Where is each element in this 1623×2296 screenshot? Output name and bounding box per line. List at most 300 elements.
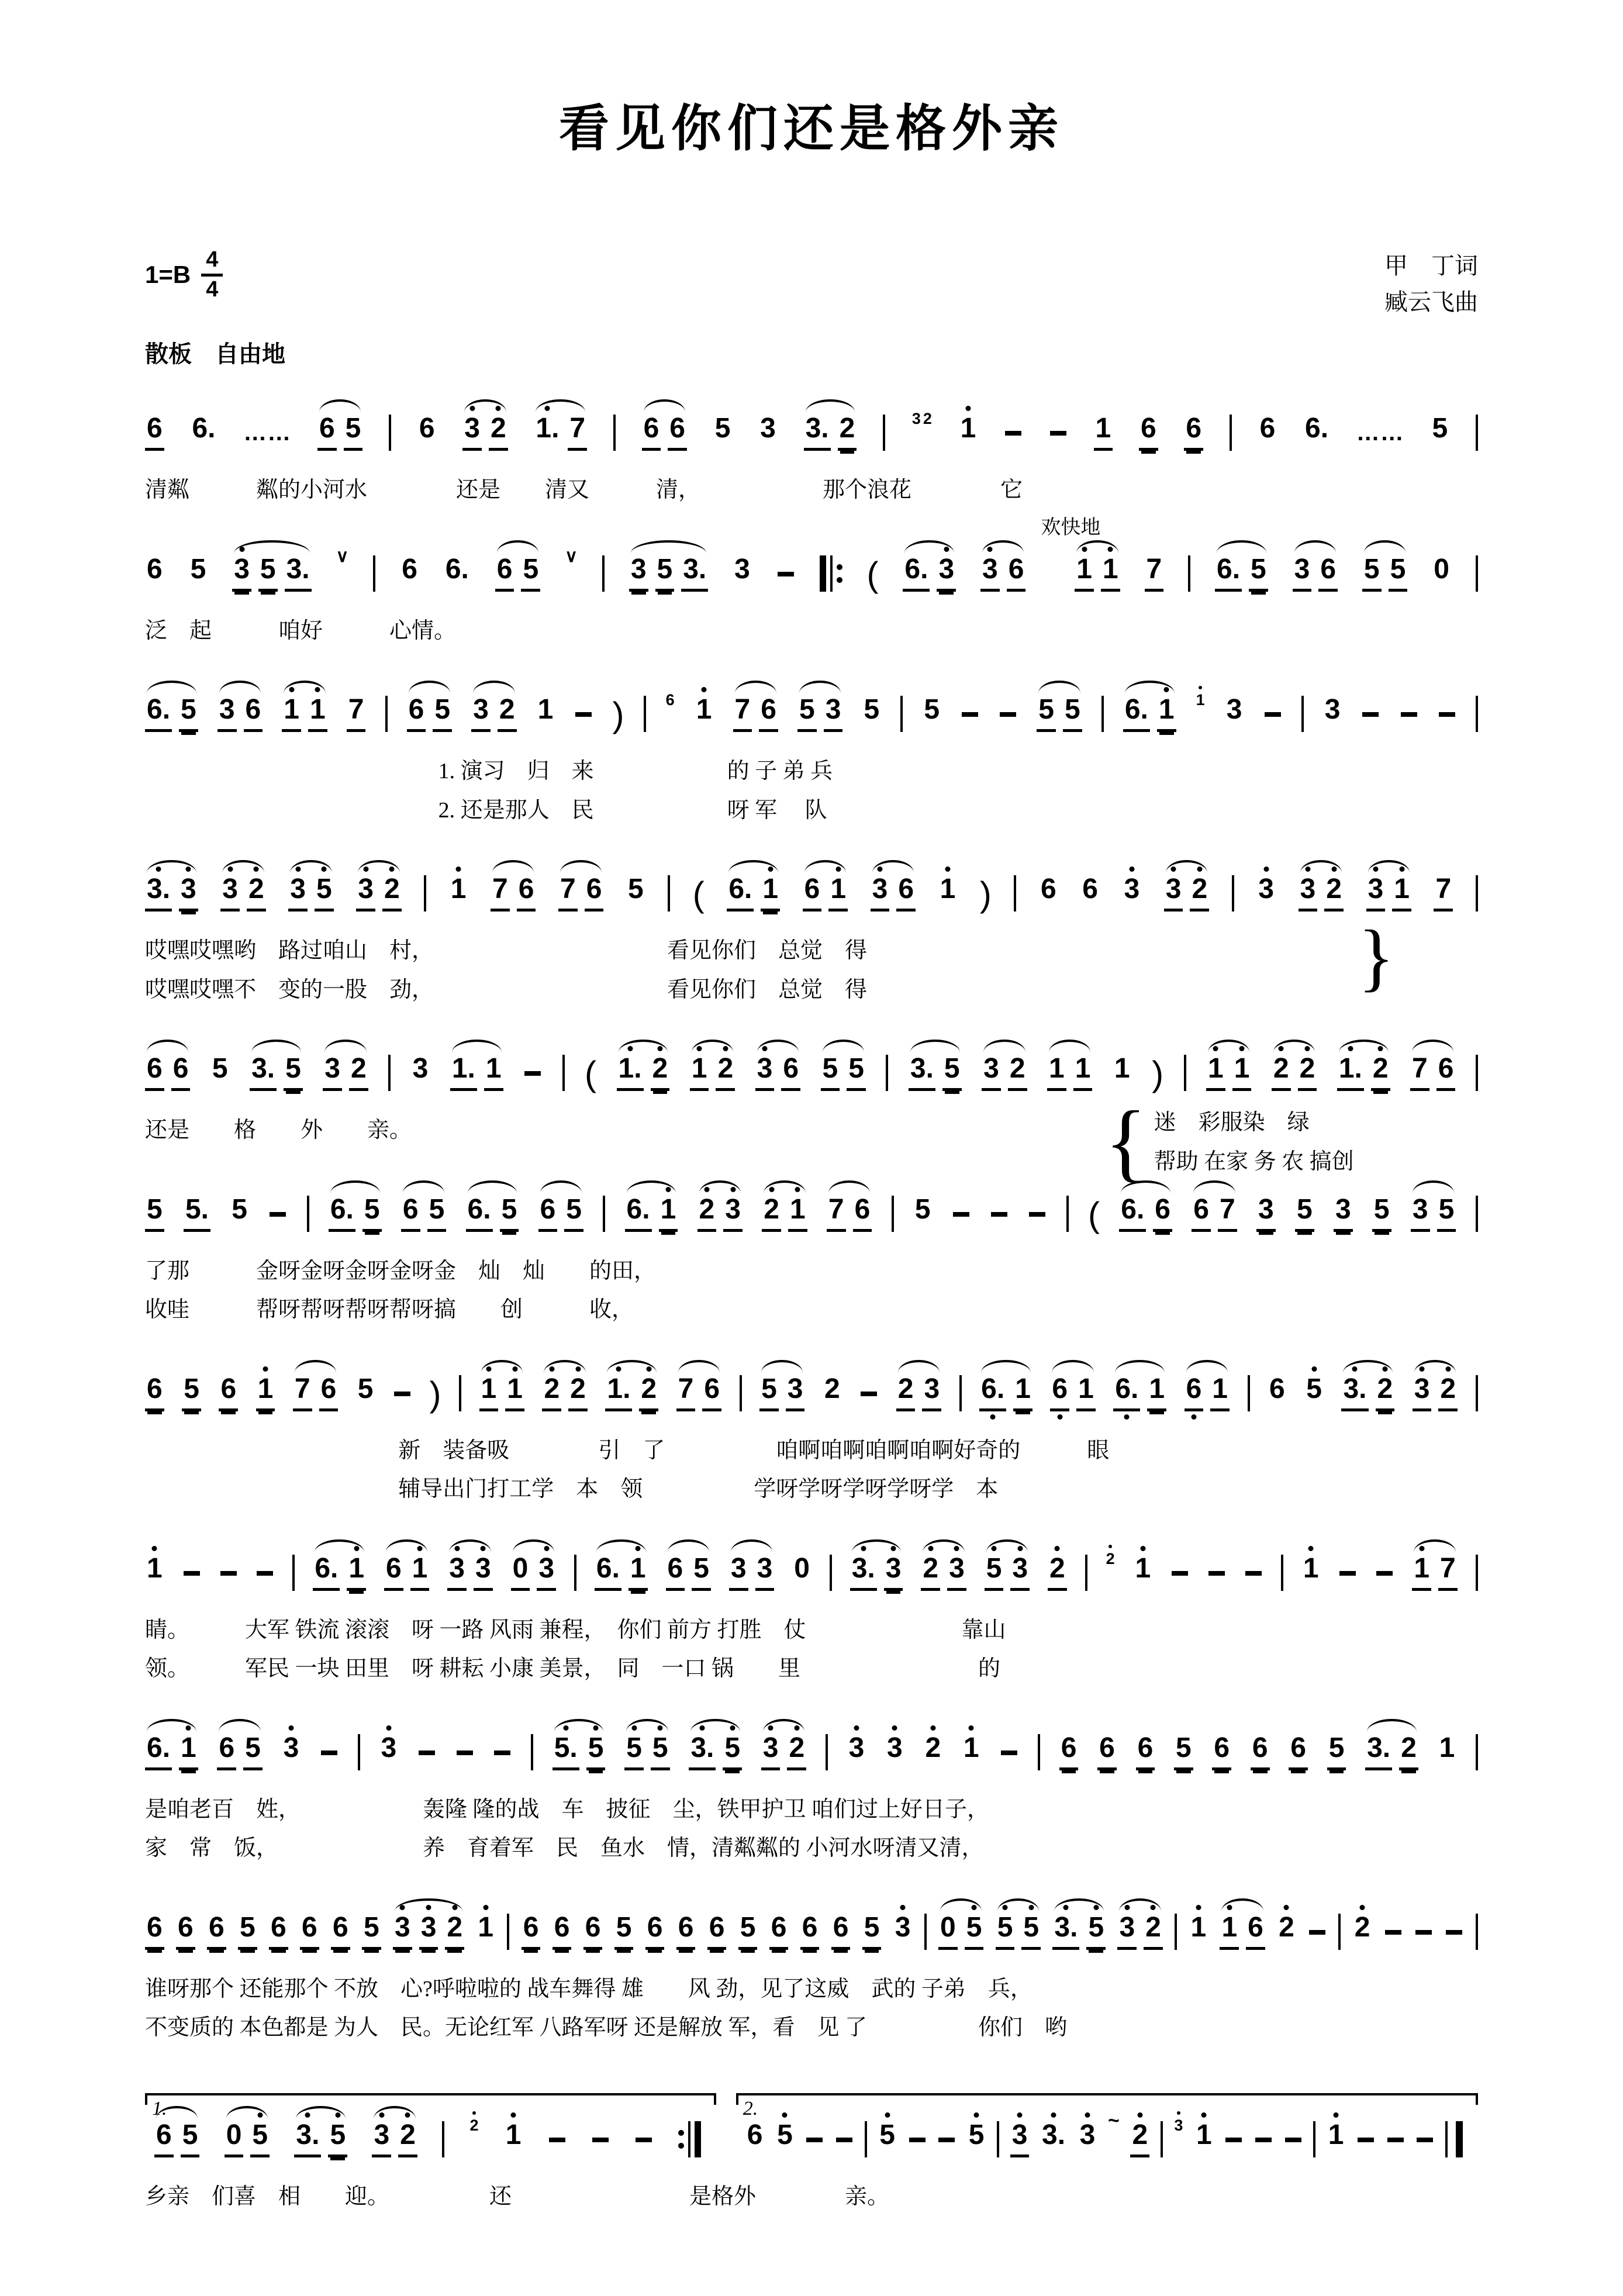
note: 1 <box>1301 1555 1321 1591</box>
notes-line <box>145 410 1478 451</box>
note: 6 <box>1136 1734 1155 1770</box>
note: 1 <box>629 1555 648 1591</box>
notes-line <box>145 875 1478 912</box>
slur-group <box>1341 1375 1394 1411</box>
slur-group <box>491 875 536 912</box>
note: 1 <box>505 1375 524 1411</box>
note: 6 <box>1192 1196 1211 1232</box>
system-7 <box>145 1375 1478 1509</box>
duration-dash <box>1384 1916 1403 1950</box>
note: 5 <box>714 413 731 444</box>
note: 1 <box>1210 1375 1230 1411</box>
note: 3 <box>982 1055 1001 1091</box>
slur-group <box>617 1055 670 1091</box>
verse-brace <box>1104 1093 1354 1190</box>
note: 6 <box>419 413 435 444</box>
grace-note: 6 <box>665 691 675 709</box>
note: 5 <box>1063 696 1082 732</box>
duration-dash <box>1244 1557 1263 1591</box>
note: 5 <box>775 2121 795 2157</box>
system-3 <box>145 691 1478 830</box>
note: 1 <box>282 696 301 732</box>
note: 6 <box>1289 1734 1308 1770</box>
duration-dash <box>455 1736 474 1770</box>
duration-dash <box>1004 417 1023 451</box>
note: 3. <box>681 555 708 592</box>
parenthesis: ( <box>1088 1194 1100 1234</box>
note: 3 <box>937 555 956 592</box>
note: 2 <box>1272 1055 1291 1091</box>
note: 3 <box>760 413 776 444</box>
note: 6 <box>1269 1373 1285 1404</box>
note: 6. <box>727 875 754 912</box>
slur-group <box>625 1193 678 1232</box>
duration-dash <box>634 2124 653 2157</box>
note: 3 <box>471 696 491 732</box>
note: 3. <box>1365 1734 1392 1770</box>
slur-group <box>511 1552 556 1591</box>
note: 2 <box>639 1375 658 1411</box>
note: 1 <box>1194 2121 1214 2157</box>
note: 3. <box>850 1555 877 1591</box>
note: 6. <box>1215 555 1242 592</box>
slur-group <box>538 1193 583 1232</box>
duration-dash <box>1415 2124 1434 2157</box>
barline <box>1232 875 1234 912</box>
barline <box>886 1055 888 1091</box>
note: 5 <box>821 1055 840 1091</box>
note: 7 <box>1410 1055 1429 1091</box>
slur-group <box>217 1734 262 1770</box>
note: 6 <box>769 1914 789 1950</box>
slur-group <box>232 555 311 592</box>
note: 1 <box>1147 1375 1166 1411</box>
note: 3 <box>179 875 198 912</box>
note: 2 <box>1324 875 1344 912</box>
lyric-line: 哎嘿哎嘿哟 路过咱山 村， 看见你们 总觉 得 <box>145 938 868 963</box>
slur-group <box>1192 1193 1237 1232</box>
duration-dash <box>937 2124 956 2157</box>
note: 5 <box>344 415 363 451</box>
note: 3 <box>412 1053 429 1084</box>
parenthesis: ) <box>612 695 624 734</box>
note: 3 <box>1117 1914 1137 1950</box>
notes-line <box>145 2093 1478 2157</box>
slur-group <box>466 1193 519 1232</box>
barline <box>1476 1375 1478 1411</box>
parenthesis: ) <box>1152 1054 1164 1093</box>
final-barline <box>1445 2121 1463 2157</box>
lyrics <box>145 1093 1478 1190</box>
note: 1 <box>788 1196 807 1232</box>
note: 2 <box>445 1914 464 1950</box>
lyric-line: 泛 起 咱好 心情。 <box>145 618 457 643</box>
duration-dash <box>320 1736 339 1770</box>
note: 1. <box>617 1055 644 1091</box>
note: 5 <box>655 555 675 592</box>
note: 6 <box>1040 873 1056 904</box>
note: 5 <box>212 1053 228 1084</box>
slur-group <box>1410 1055 1455 1091</box>
slur-group <box>407 696 452 732</box>
duration-dash <box>1356 2124 1375 2157</box>
tempo-annotation-text: 欢快地 <box>1041 516 1101 538</box>
note: 6 <box>1059 1734 1079 1770</box>
note: 6 <box>145 415 164 451</box>
time-denominator: 4 <box>206 277 219 302</box>
note: 3 <box>1164 875 1183 912</box>
grace-notes <box>1196 692 1206 712</box>
note: 6. <box>1305 413 1329 444</box>
duration-dash <box>1284 2124 1303 2157</box>
barline-thick <box>695 2121 701 2157</box>
note: 2 <box>542 1375 561 1411</box>
note: 3 <box>537 1555 556 1591</box>
note: 6 <box>145 1914 164 1950</box>
note: 6 <box>666 1555 685 1591</box>
barline <box>865 2121 867 2157</box>
note: 6 <box>207 1914 226 1950</box>
note: 6 <box>707 1914 727 1950</box>
note: 6 <box>1259 413 1276 444</box>
repeat-dots <box>678 2130 684 2149</box>
note: 2 <box>382 875 402 912</box>
slur-group <box>985 1552 1030 1591</box>
note: 1 <box>1101 555 1120 592</box>
duration-dash <box>1438 698 1456 732</box>
note: 1. <box>534 415 561 451</box>
barline <box>830 1555 832 1591</box>
slur-group <box>288 875 333 912</box>
slur-group <box>1411 1193 1456 1232</box>
brace-verse-lines <box>1154 1103 1354 1181</box>
barline <box>424 875 426 912</box>
note: 5 <box>797 696 817 732</box>
duration-dash <box>574 698 593 732</box>
note: 1 <box>1094 415 1113 451</box>
system-6 <box>145 1193 1478 1330</box>
slur-group <box>1413 1375 1458 1411</box>
slur-group <box>605 1375 658 1411</box>
note: 6 <box>495 555 514 592</box>
note: 6 <box>668 415 687 451</box>
note: 3 <box>1256 875 1276 912</box>
barline <box>892 1196 894 1232</box>
barline <box>602 555 605 592</box>
note: 1 <box>410 1555 430 1591</box>
note: 1 <box>1114 1053 1130 1084</box>
duration-dash <box>1207 1557 1226 1591</box>
note: 1 <box>449 875 468 912</box>
barline <box>1066 1196 1069 1232</box>
slur-group <box>220 875 265 912</box>
note: 5 <box>759 1375 779 1411</box>
note: 3 <box>824 696 843 732</box>
duration-dash <box>523 1057 542 1091</box>
barline <box>442 2121 444 2157</box>
note: 6 <box>317 415 337 451</box>
slur-group <box>755 1055 800 1091</box>
composer-credit: 臧云飞曲 <box>1384 289 1478 315</box>
note: 6 <box>1097 1734 1117 1770</box>
note: 0 <box>511 1555 530 1591</box>
note: 6. <box>1123 696 1150 732</box>
score <box>145 410 1478 2216</box>
note: 2 <box>398 2121 417 2157</box>
barline <box>1476 875 1478 912</box>
note: 3 <box>755 1555 775 1591</box>
note: 5 <box>586 1734 606 1770</box>
note: 1 <box>1412 1555 1431 1591</box>
barline <box>740 1375 742 1411</box>
slur-group <box>690 1055 735 1091</box>
lyrics <box>145 2177 1478 2216</box>
note: 3 <box>723 1196 743 1232</box>
note: 5 <box>1021 1914 1041 1950</box>
slur-group <box>1206 1055 1251 1091</box>
slur-group <box>282 696 327 732</box>
slur-group <box>317 415 362 451</box>
note: 5 <box>985 1555 1004 1591</box>
parenthesis: ( <box>692 875 705 914</box>
system-10 <box>145 1911 1478 2048</box>
note: 5 <box>243 1734 263 1770</box>
breath-mark: ∨ <box>565 546 578 566</box>
slur-group <box>871 875 916 912</box>
note: 6 <box>402 553 417 585</box>
note: 7 <box>1434 875 1453 912</box>
note: 0 <box>938 1914 958 1950</box>
lyrics <box>145 1970 1478 2048</box>
note: 1 <box>1013 1375 1032 1411</box>
note: 6 <box>552 1914 572 1950</box>
barline <box>373 555 375 592</box>
duration-dash <box>1338 1557 1357 1591</box>
note: 6 <box>269 1914 288 1950</box>
grace-notes <box>665 692 675 712</box>
note: 1 <box>479 1375 499 1411</box>
barline <box>307 1196 309 1232</box>
note: 6 <box>803 875 822 912</box>
barline <box>613 415 616 451</box>
note: 6. <box>1113 1375 1140 1411</box>
barline <box>1476 415 1478 451</box>
note: 5 <box>1174 1734 1193 1770</box>
repeat-dot <box>837 577 842 583</box>
grace-note: 2 <box>923 410 932 427</box>
note: 3 <box>980 555 1000 592</box>
note: 1 <box>659 1196 678 1232</box>
note: 5 <box>521 555 540 592</box>
note: 3 <box>1324 694 1341 725</box>
note: 5 <box>1249 555 1268 592</box>
note: 3 <box>356 875 375 912</box>
repeat-dot <box>837 564 842 570</box>
barline <box>1338 1914 1341 1950</box>
note: 6 <box>853 1196 872 1232</box>
note: 6 <box>1050 1375 1069 1411</box>
note: 5 <box>1389 555 1408 592</box>
note: 6. <box>313 1555 340 1591</box>
slur-group <box>1220 1911 1265 1950</box>
note: 2 <box>568 1375 588 1411</box>
barline <box>531 1734 533 1770</box>
note: 1 <box>1206 1055 1225 1091</box>
lyric-line: 2. 还是那人 民 呀 军 队 <box>438 797 827 823</box>
slur-group <box>821 1055 866 1091</box>
note: 6. <box>595 1555 621 1591</box>
note: 7 <box>1438 1555 1458 1591</box>
slur-group <box>733 696 778 732</box>
lyric-line: 家 常 饭， 养 育着军 民 鱼水 情，清粼粼的 小河水呀清又清， <box>145 1836 984 1860</box>
note: 6. <box>1119 1196 1146 1232</box>
notes-line <box>145 1193 1478 1234</box>
notes-line <box>145 1734 1478 1770</box>
brace-glyph: { <box>1104 1093 1147 1190</box>
song-title: 看见你们还是格外亲 <box>559 101 1064 157</box>
note: 2 <box>651 1055 670 1091</box>
slur-group <box>1050 1375 1095 1411</box>
volta-label: 1. <box>152 2097 167 2119</box>
barline-thick <box>820 555 826 592</box>
slur-group <box>479 1375 524 1411</box>
note: 5 <box>723 1734 742 1770</box>
note: 6. <box>192 413 216 444</box>
barline <box>1188 555 1190 592</box>
barline <box>574 1555 576 1591</box>
slur-group <box>393 1911 464 1950</box>
note: 1 <box>1157 696 1176 732</box>
slur-group <box>624 1734 669 1770</box>
note: 6 <box>800 1914 820 1950</box>
note: 1 <box>537 694 554 725</box>
slur-group <box>803 875 848 912</box>
lyric-line: 收哇 帮呀帮呀帮呀帮呀搞 创 收， <box>145 1297 634 1322</box>
note: 2 <box>1298 1055 1317 1091</box>
duration-dash <box>999 698 1017 732</box>
note: 3. <box>1341 1375 1368 1411</box>
slur-group <box>1365 1734 1418 1770</box>
note: 1 <box>504 2121 523 2157</box>
duration-dash <box>908 2124 927 2157</box>
note: 5 <box>967 2121 986 2157</box>
note: 3 <box>474 1555 493 1591</box>
note: 2 <box>1371 1055 1390 1091</box>
note: 3 <box>885 1734 904 1770</box>
note: 6 <box>538 1196 558 1232</box>
note: 5. <box>184 1196 210 1232</box>
slur-group <box>762 1193 807 1232</box>
note: 1 <box>695 696 714 732</box>
key-time-signature <box>145 248 223 302</box>
duration-dash <box>1400 698 1418 732</box>
barline <box>1476 1055 1478 1091</box>
note: 6. <box>466 1196 493 1232</box>
note: 1 <box>1134 1555 1153 1591</box>
note: 5 <box>284 1055 303 1091</box>
duration-dash <box>1224 2124 1243 2157</box>
note: 3 <box>1256 1196 1276 1232</box>
note: 5 <box>627 873 644 904</box>
note: 1 <box>1075 555 1094 592</box>
note: 2 <box>896 1375 916 1411</box>
note: 7 <box>347 696 366 732</box>
note: 3. <box>285 555 312 592</box>
note: 3 <box>282 1734 301 1770</box>
notes-line <box>145 691 1478 734</box>
note: 6 <box>244 696 263 732</box>
slur-group <box>1215 555 1268 592</box>
note: 2 <box>1048 1555 1067 1591</box>
note: 5 <box>1086 1914 1106 1950</box>
note: 6 <box>676 1914 696 1950</box>
note: 5 <box>238 1914 257 1950</box>
system-1 <box>145 410 1478 510</box>
lyric-line: 不变质的 本色都是 为人 民。无论红军 八路军呀 还是解放 军，看 见 了 你们 哟 <box>145 2015 1068 2040</box>
barline <box>1476 555 1478 592</box>
volta-label: 2. <box>743 2097 758 2119</box>
note: 6 <box>300 1914 319 1950</box>
barline <box>292 1555 295 1591</box>
note: 6 <box>1318 555 1338 592</box>
note: 3 <box>761 1734 781 1770</box>
note: 3. <box>145 875 172 912</box>
note: 5 <box>500 1196 519 1232</box>
parenthesis: ( <box>866 554 879 594</box>
repeat-dot <box>678 2130 684 2136</box>
note: 3 <box>629 555 648 592</box>
note: 5 <box>427 1196 447 1232</box>
note: 5 <box>315 875 334 912</box>
lyrics <box>145 1252 1478 1330</box>
slur-group <box>1362 555 1407 592</box>
note: 6 <box>171 1055 191 1091</box>
slur-group <box>850 1552 903 1591</box>
note: 6 <box>176 1914 195 1950</box>
note: 6 <box>642 415 661 451</box>
note: 6. <box>979 1375 1006 1411</box>
duration-dash <box>1308 1916 1327 1950</box>
note: 6 <box>1082 873 1098 904</box>
note: 6 <box>219 1375 238 1411</box>
note: 5 <box>624 1734 644 1770</box>
duration-dash <box>990 1198 1009 1232</box>
duration-dash <box>1386 2124 1405 2157</box>
note: 1 <box>347 1555 366 1591</box>
note: 7 <box>293 1375 312 1411</box>
note: 1 <box>828 875 848 912</box>
note: 2 <box>1008 1055 1027 1091</box>
note: 6 <box>522 1914 541 1950</box>
note: 5 <box>328 2121 347 2157</box>
notes-line <box>145 516 1478 594</box>
note: 2 <box>762 1196 781 1232</box>
note: 1 <box>308 696 327 732</box>
note: 1. <box>605 1375 632 1411</box>
note: 2 <box>824 1373 840 1404</box>
note: 3. <box>1040 2121 1067 2157</box>
note: 6 <box>831 1914 851 1950</box>
note: 3 <box>922 1375 941 1411</box>
note: 1 <box>1232 1055 1252 1091</box>
duration-dash <box>961 698 979 732</box>
slur-group <box>401 1193 446 1232</box>
lyric-line: 帮助 在家 务 农 搞创 <box>1154 1149 1354 1174</box>
slur-group <box>1412 1552 1457 1591</box>
note: 5 <box>250 2121 270 2157</box>
note: 5 <box>651 1734 670 1770</box>
note: 3 <box>419 1914 438 1950</box>
